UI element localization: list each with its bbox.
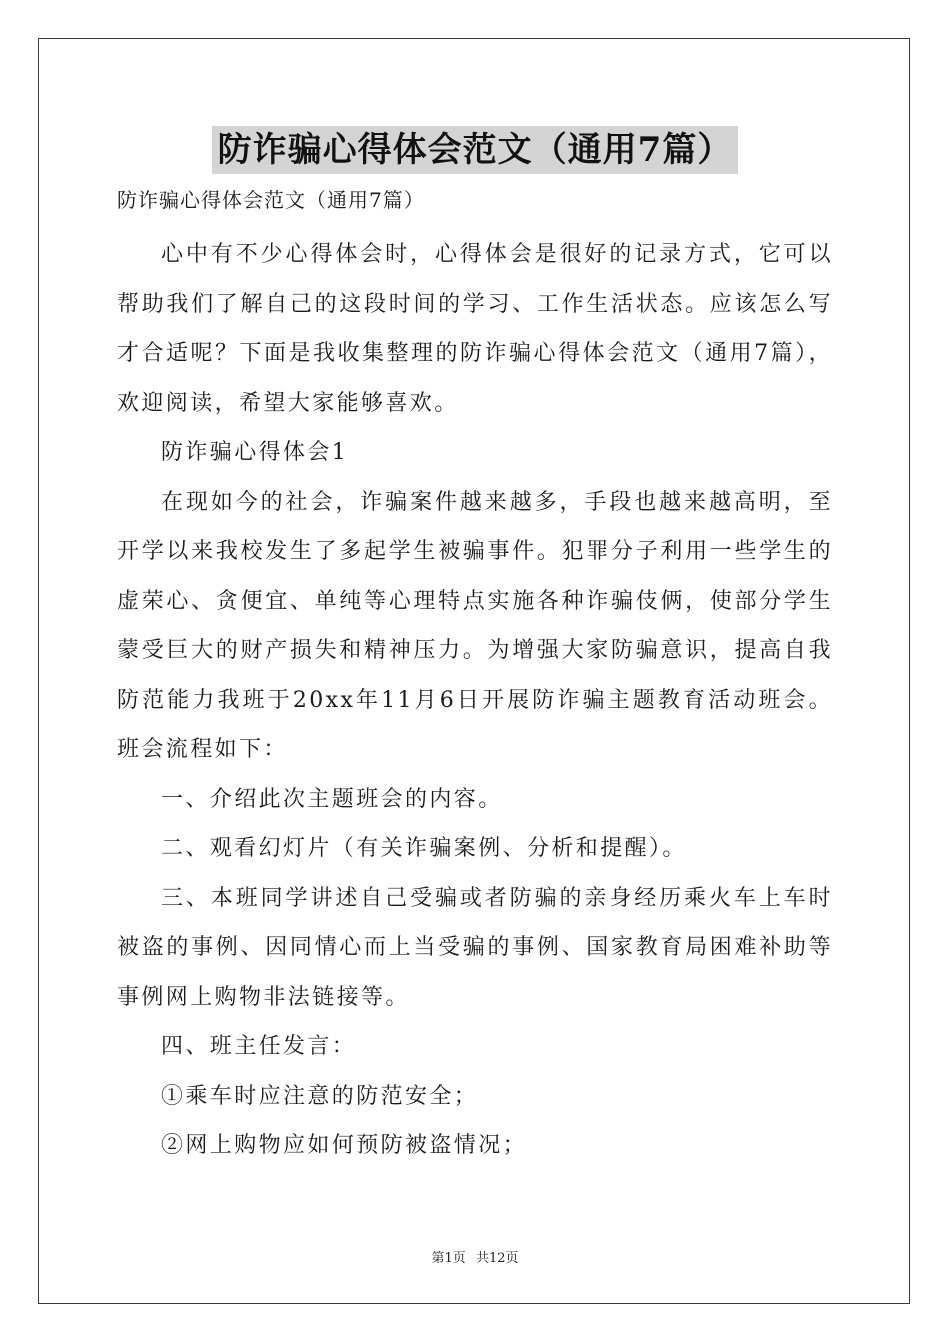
document-subtitle: 防诈骗心得体会范文（通用7篇） bbox=[117, 188, 425, 212]
page-total: 共12页 bbox=[475, 1251, 519, 1266]
paragraph-intro: 心中有不少心得体会时，心得体会是很好的记录方式，它可以帮助我们了解自己的这段时间的学习、工作生活状态。应该怎么写才合适呢？下面是我收集整理的防诈骗心得体会范文（通用7篇），欢迎阅读，希望大家能够喜欢。 bbox=[117, 242, 833, 416]
list-item: ②网上购物应如何预防被盗情况； bbox=[161, 1133, 528, 1158]
page-footer bbox=[0, 1247, 950, 1266]
page-number: 第1页 bbox=[431, 1251, 466, 1266]
list-item: 三、本班同学讲述自己受骗或者防骗的亲身经历乘火车上车时被盗的事例、因同情心而上当受骗的事例、国家教育局困难补助等事例网上购物非法链接等。 bbox=[117, 885, 833, 1010]
list-item: ①乘车时应注意的防范安全； bbox=[161, 1083, 479, 1109]
document-body bbox=[117, 180, 833, 1171]
list-item: 一、介绍此次主题班会的内容。 bbox=[161, 786, 503, 812]
section-heading: 防诈骗心得体会1 bbox=[161, 440, 349, 465]
list-item: 四、班主任发言： bbox=[161, 1034, 357, 1059]
title-container bbox=[0, 126, 950, 174]
document-title: 防诈骗心得体会范文（通用7篇） bbox=[212, 126, 739, 174]
paragraph-body: 在现如今的社会，诈骗案件越来越多，手段也越来越高明，至开学以来我校发生了多起学生被骗事件。犯罪分子利用一些学生的虚荣心、贪便宜、单纯等心理特点实施各种诈骗伎俩，使部分学生蒙受巨大的财产损失和精神压力。为增强大家防骗意识，提高自我防范能力我班于20xx年11月6日开展防诈骗主题教育活动班会。班会流程如下： bbox=[117, 489, 833, 762]
list-item: 二、观看幻灯片（有关诈骗案例、分析和提醒）。 bbox=[161, 836, 687, 861]
